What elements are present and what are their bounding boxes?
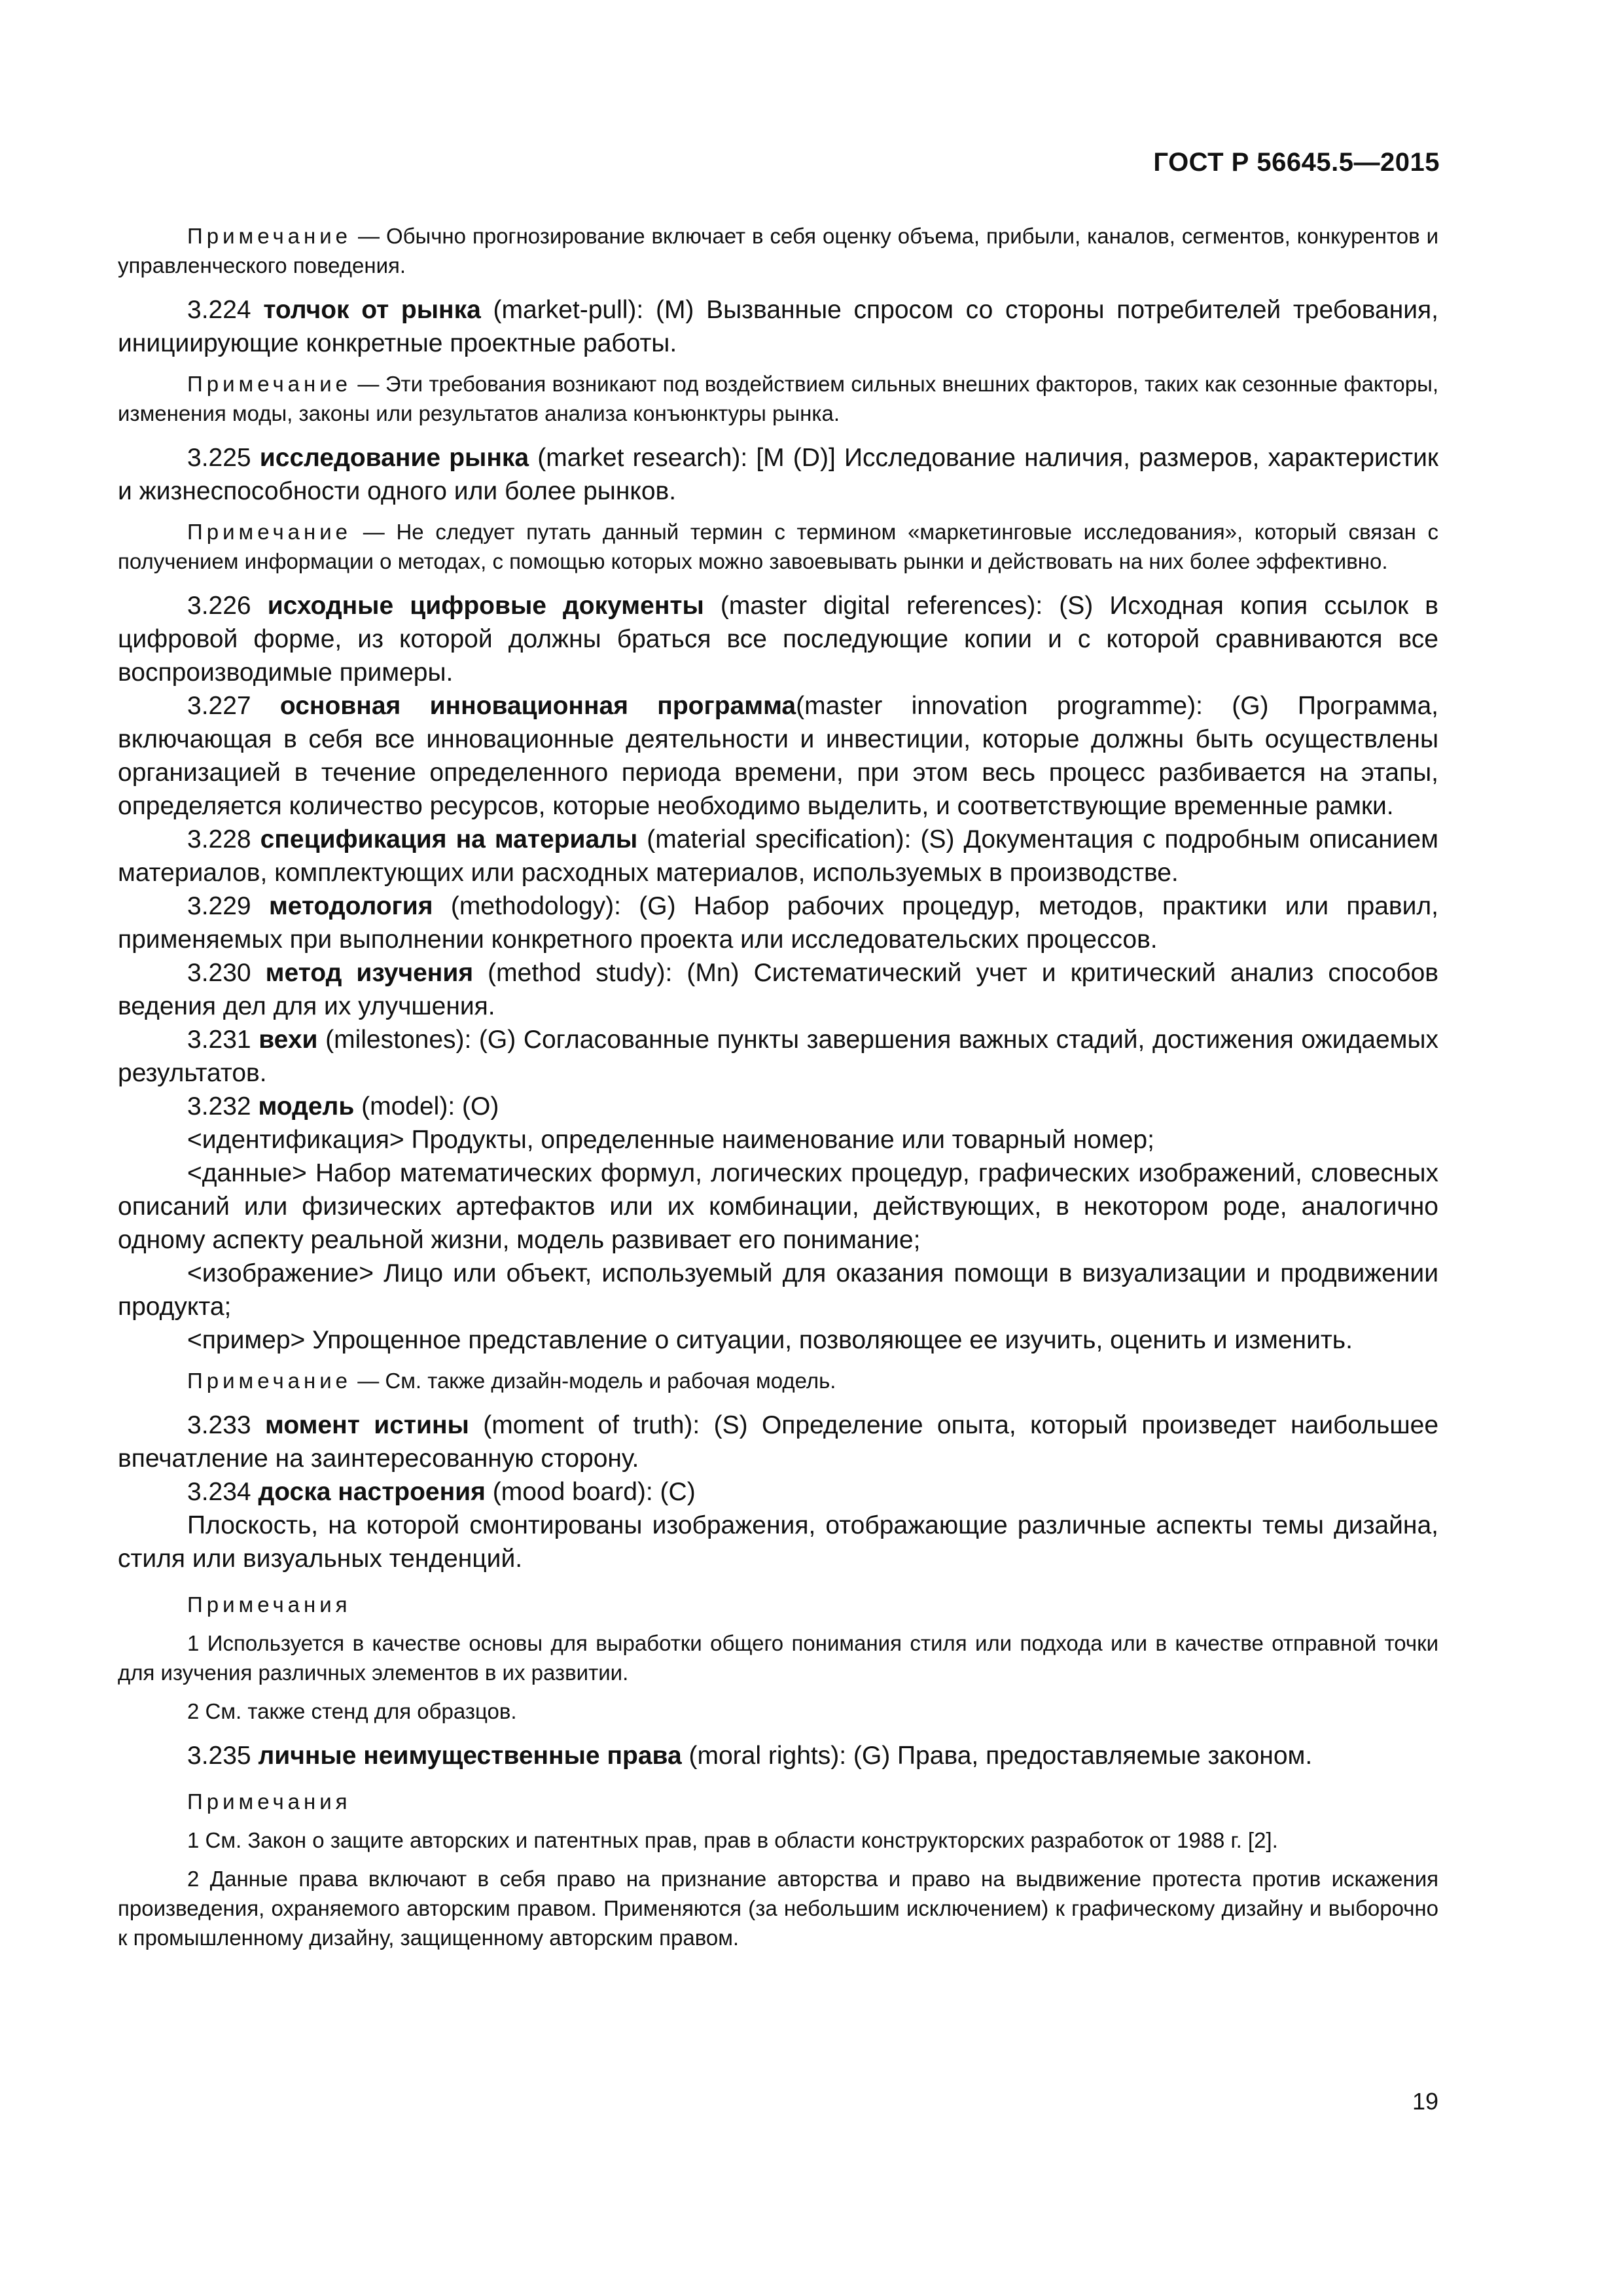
notes-label: Примечания <box>187 1592 351 1617</box>
term-title: модель <box>258 1092 355 1121</box>
term-entry-3-230 <box>118 956 1438 1023</box>
term-number: 3.226 <box>187 592 251 620</box>
term-definition: (method study): (Mn) Систематический учет и критический анализ способов ведения дел для их улучшения. <box>118 959 1439 1020</box>
term-title: личные неимущественные права <box>258 1742 682 1770</box>
term-number: 3.234 <box>187 1478 251 1506</box>
term-entry-3-235 <box>118 1739 1438 1772</box>
term-definition: (model): (O) <box>361 1092 499 1121</box>
term-number: 3.230 <box>187 959 251 987</box>
term-definition: (master innovation programme): (G) Программа, включающая в себя все инновационные деятельности и инвестиции, которые должны быть осуществлены организацией в течение определенного периода времени, при этом весь процесс разбивается на этапы, определяется количество ресурсов, которые необходимо выделить, и соответствующие временные рамки. <box>118 692 1438 820</box>
term-definition: (market-pull): (M) Вызванные спросом со стороны потребителей требования, инициирующие конкретные проектные работы. <box>118 296 1438 357</box>
page-number: 19 <box>1412 2088 1438 2115</box>
term-title: вехи <box>259 1026 318 1054</box>
note-3-234-1: 1 Используется в качестве основы для выработки общего понимания стиля или подхода или в качестве отправной точки для изучения различных элементов в их развитии. <box>118 1631 1438 1685</box>
note-text: — См. также дизайн-модель и рабочая модель. <box>357 1369 836 1393</box>
term-number: 3.231 <box>187 1026 251 1054</box>
term-definition: (milestones): (G) Согласованные пункты завершения важных стадий, достижения ожидаемых результатов. <box>118 1026 1438 1087</box>
term-entry-3-234 <box>118 1475 1438 1509</box>
term-entry-3-229 <box>118 889 1438 956</box>
term-title: метод изучения <box>265 959 474 987</box>
term-number: 3.228 <box>187 825 251 853</box>
model-sense-data: <данные> Набор математических формул, логических процедур, графических изображений, словесных описаний или физических артефактов или их комбинации, действующих, в некотором роде, аналогично одному аспекту реальной жизни, модель развивает его понимание; <box>118 1159 1438 1254</box>
term-entry-3-231 <box>118 1023 1438 1090</box>
term-definition: (market research): [M (D)] Исследование наличия, размеров, характеристик и жизнеспособности одного или более рынков. <box>118 444 1438 505</box>
note-3-224 <box>118 369 1438 428</box>
term-definition: (methodology): (G) Набор рабочих процедур, методов, практики или правил, применяемых при выполнении конкретного проекта или исследовательских процессов. <box>118 892 1438 954</box>
term-definition: (moral rights): (G) Права, предоставляемые законом. <box>688 1742 1313 1770</box>
term-entry-3-232 <box>118 1090 1438 1123</box>
term-number: 3.224 <box>187 296 251 324</box>
term-definition: (material specification): (S) Документация с подробным описанием материалов, комплектующих или расходных материалов, используемых в производстве. <box>118 825 1438 887</box>
term-entry-3-233 <box>118 1408 1438 1475</box>
model-sense-example: <пример> Упрощенное представление о ситуации, позволяющее ее изучить, оценить и изменить. <box>187 1326 1353 1354</box>
term-entry-3-225 <box>118 441 1438 508</box>
document-header: ГОСТ Р 56645.5—2015 <box>1153 148 1440 177</box>
term-number: 3.225 <box>187 444 251 472</box>
model-sense-identification: <идентификация> Продукты, определенные наименование или товарный номер; <box>187 1126 1154 1154</box>
mood-board-definition: Плоскость, на которой смонтированы изображения, отображающие различные аспекты темы дизайна, стиля или визуальных тенденций. <box>118 1511 1438 1573</box>
note-3-235-2: 2 Данные права включают в себя право на признание авторства и право на выдвижение протеста против искажения произведения, охраняемого авторским правом. Применяются (за небольшим исключением) к графическому дизайну и выборочно к промышленному дизайну, защищенному авторским правом. <box>118 1867 1438 1950</box>
notes-heading-3-234 <box>118 1590 1438 1619</box>
note-3-235-1: 1 См. Закон о защите авторских и патентных прав, прав в области конструкторских разработок от 1988 г. [2]. <box>187 1828 1278 1852</box>
term-title: исследование рынка <box>259 444 529 472</box>
note-forecasting <box>118 221 1438 280</box>
term-entry-3-227 <box>118 689 1438 823</box>
term-title: момент истины <box>265 1411 469 1439</box>
term-title: основная инновационная программа <box>279 692 796 720</box>
term-title: исходные цифровые документы <box>267 592 704 620</box>
note-label: Примечание <box>187 520 352 544</box>
note-label: Примечание <box>187 372 352 396</box>
notes-label: Примечания <box>187 1789 351 1814</box>
note-3-234-2: 2 См. также стенд для образцов. <box>187 1699 517 1723</box>
note-3-225 <box>118 517 1438 576</box>
note-3-232 <box>118 1366 1438 1395</box>
term-number: 3.232 <box>187 1092 251 1121</box>
term-title: доска настроения <box>258 1478 486 1506</box>
term-title: методология <box>268 892 433 920</box>
term-title: толчок от рынка <box>263 296 481 324</box>
term-number: 3.227 <box>187 692 251 720</box>
term-number: 3.235 <box>187 1742 251 1770</box>
notes-heading-3-235 <box>118 1787 1438 1816</box>
model-sense-image: <изображение> Лицо или объект, используемый для оказания помощи в визуализации и продвижении продукта; <box>118 1259 1438 1321</box>
term-definition: (master digital references): (S) Исходная копия ссылок в цифровой форме, из которой должны браться все последующие копии и с которой сравниваются все воспроизводимые примеры. <box>118 592 1438 687</box>
note-label: Примечание <box>187 224 352 248</box>
term-entry-3-226 <box>118 589 1438 689</box>
note-text: — Эти требования возникают под воздействием сильных внешних факторов, таких как сезонные факторы, изменения моды, законы или результатов анализа конъюнктуры рынка. <box>118 372 1438 425</box>
term-entry-3-228 <box>118 823 1438 889</box>
term-definition: (mood board): (C) <box>492 1478 696 1506</box>
term-number: 3.233 <box>187 1411 251 1439</box>
note-text: — Обычно прогнозирование включает в себя оценку объема, прибыли, каналов, сегментов, конкурентов и управленческого поведения. <box>118 224 1439 278</box>
note-label: Примечание <box>187 1369 352 1393</box>
term-entry-3-224 <box>118 293 1438 360</box>
note-text: — Не следует путать данный термин с термином «маркетинговые исследования», который связан с получением информации о методах, с помощью которых можно завоевывать рынки и действовать на них более эффективно. <box>118 520 1439 573</box>
term-title: спецификация на материалы <box>260 825 638 853</box>
term-definition: (moment of truth): (S) Определение опыта, который произведет наибольшее впечатление на заинтересованную сторону. <box>118 1411 1439 1473</box>
term-number: 3.229 <box>187 892 251 920</box>
page-content <box>118 221 1438 1952</box>
